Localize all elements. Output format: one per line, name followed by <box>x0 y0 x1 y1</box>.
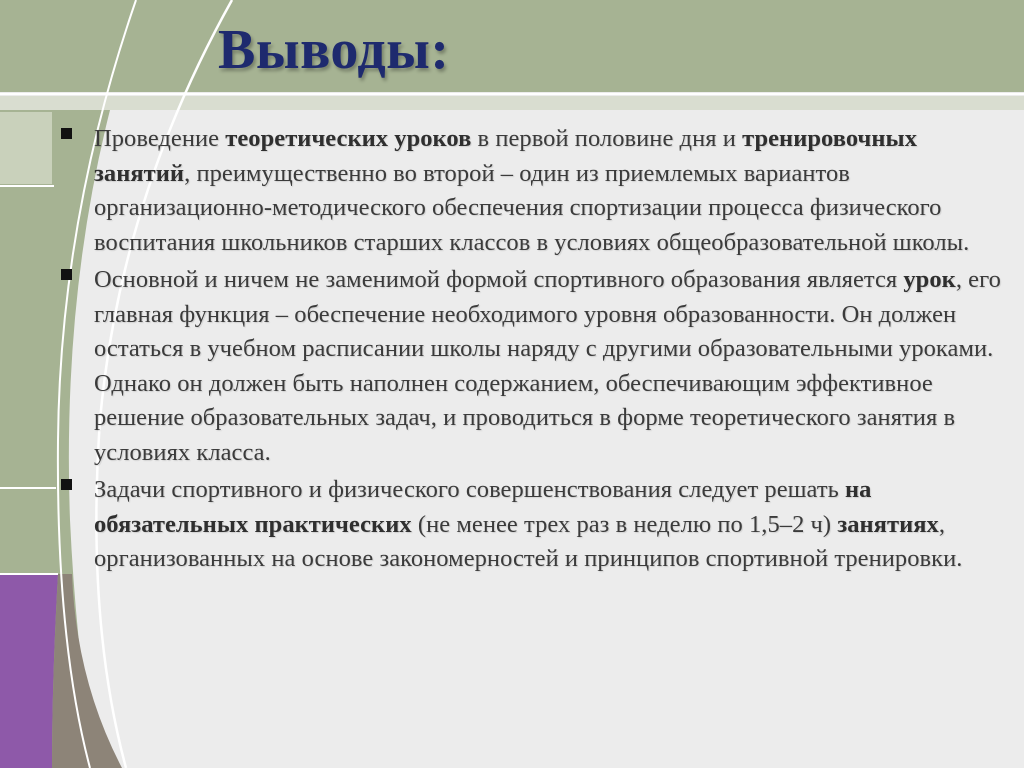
body-text: Основной и ничем не заменимой формой спортивного образования является <box>94 266 904 293</box>
bold-text: теоретических уроков <box>225 125 472 152</box>
bold-text: урок <box>903 266 956 293</box>
bold-text: занятиях <box>837 510 939 538</box>
body-text: (не менее трех раз в неделю по 1,5–2 ч) <box>411 510 838 538</box>
bullet-item <box>58 263 1008 470</box>
slide-title: Выводы: <box>218 19 450 81</box>
header-sub-band <box>0 96 1024 110</box>
header-band <box>0 0 1024 92</box>
left-band-light-panel <box>0 112 52 184</box>
conclusions-list <box>58 122 1008 580</box>
square-bullet-icon <box>61 128 72 139</box>
body-text: Проведение <box>94 125 226 152</box>
bold-text: на обязательных практических <box>94 476 872 538</box>
body-text: , преимущественно во второй – один из приемлемых вариантов организационно-методического обеспечения спортизации процесса физического воспитания школьников старших классов в условиях общеобразовательной школы. <box>94 159 970 256</box>
bullet-item <box>58 122 1008 260</box>
square-bullet-icon <box>61 479 72 490</box>
purple-accent <box>0 574 58 768</box>
body-text: Задачи спортивного и физического совершенствования следует решать <box>94 476 845 503</box>
body-text: в первой половине дня и <box>471 125 743 152</box>
bold-text: тренировочных занятий <box>94 125 918 187</box>
bullet-item <box>58 473 1008 577</box>
square-bullet-icon <box>61 269 72 280</box>
body-text: , его главная функция – обеспечение необходимого уровня образованности. Он должен остаться в учебном расписании школы наряду с другими образовательными уроками. Однако он должен быть наполнен содержанием, обеспечивающим эффективное решение образовательных задач, и проводиться в форме теоретического занятия в условиях класса. <box>94 266 1001 466</box>
body-text: , организованных на основе закономерностей и принципов спортивной тренировки. <box>94 510 963 572</box>
